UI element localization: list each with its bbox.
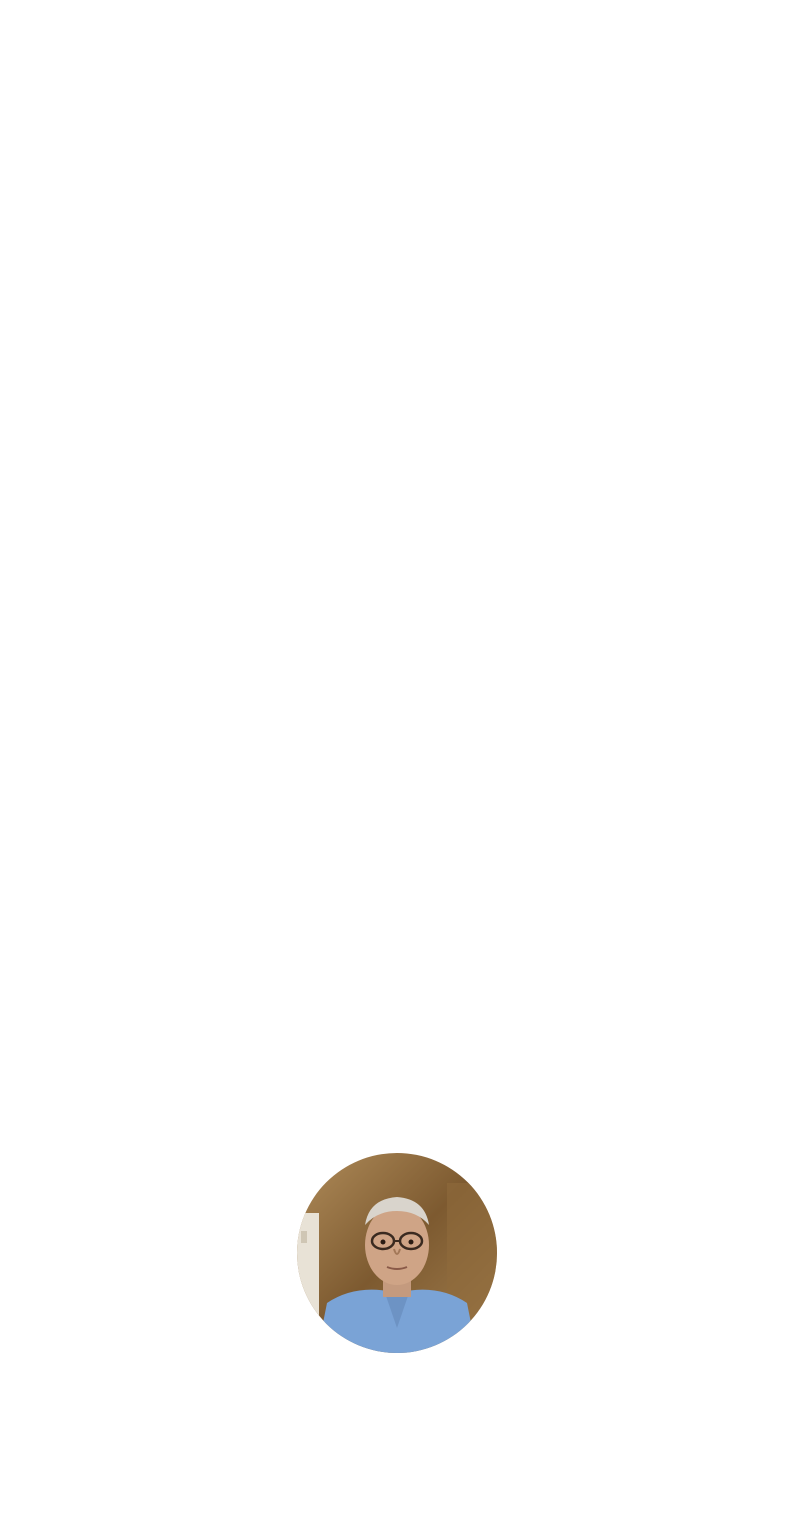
person-photo-icon	[297, 1153, 497, 1353]
author-photo	[297, 1153, 497, 1353]
